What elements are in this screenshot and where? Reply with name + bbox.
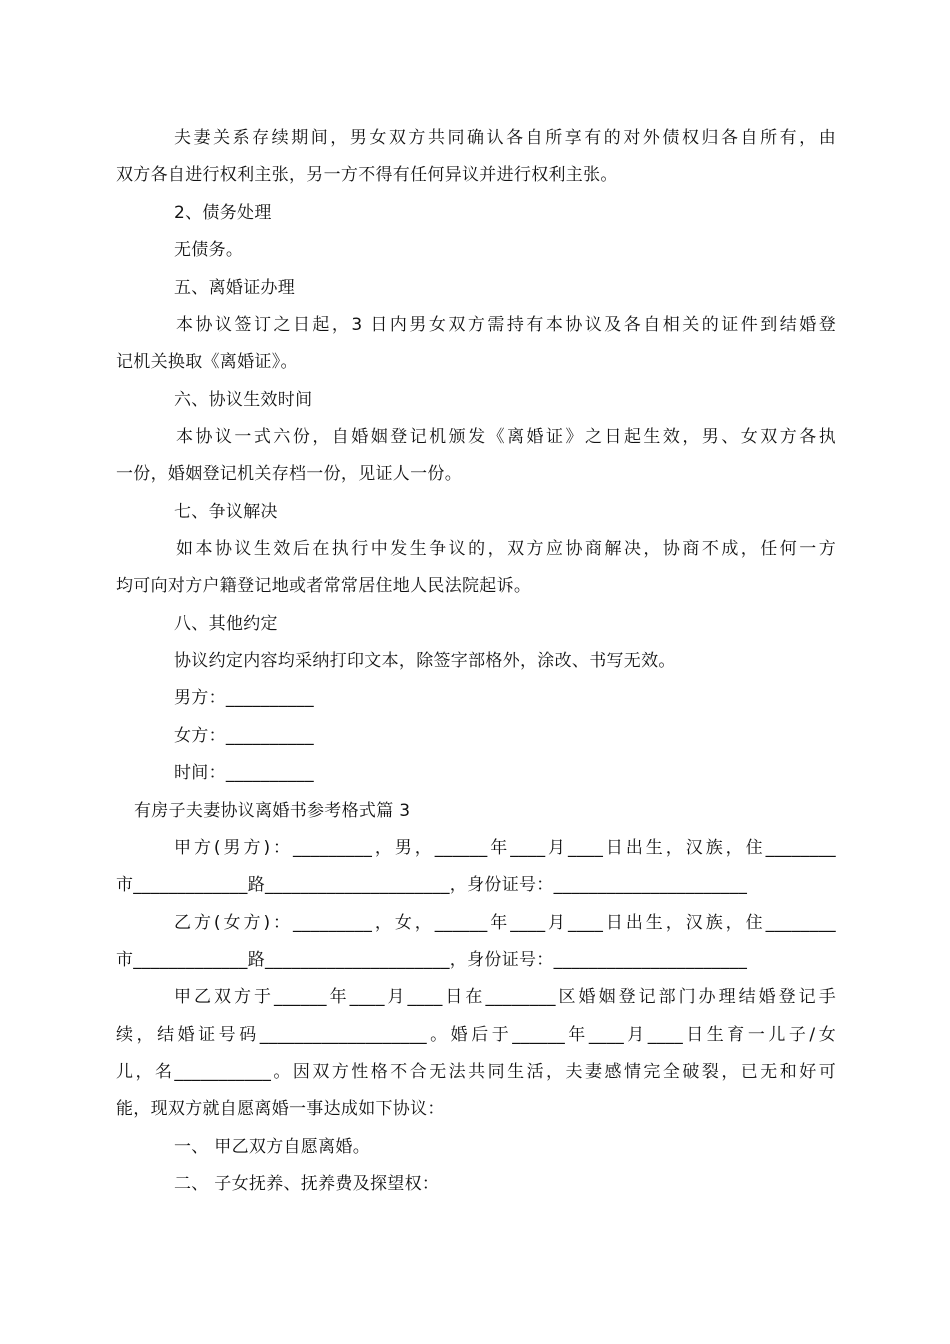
- section-heading: 五、离婚证办理: [174, 278, 296, 298]
- signature-line-date: 时间：__________: [174, 763, 314, 783]
- paragraph-line: 甲方(男方)：_________，男，______年____月____日出生，汉族，住________: [174, 838, 836, 858]
- signature-line-male: 男方：__________: [174, 688, 314, 708]
- paragraph-line: 本协议一式六份，自婚姻登记机颁发《离婚证》之日起生效，男、女双方各执: [176, 427, 836, 447]
- section-heading: 二、 子女抚养、抚养费及探望权：: [174, 1174, 440, 1194]
- paragraph-line: 能，现双方就自愿离婚一事达成如下协议：: [116, 1099, 445, 1119]
- paragraph-line: 无债务。: [174, 240, 244, 260]
- paragraph-line: 记机关换取《离婚证》。: [116, 352, 298, 372]
- section-heading: 2、债务处理: [174, 203, 272, 223]
- section-heading: 六、协议生效时间: [174, 390, 313, 410]
- paragraph-line: 协议约定内容均采纳打印文本，除签字部格外，涂改、书写无效。: [174, 651, 676, 671]
- paragraph-line: 双方各自进行权利主张，另一方不得有任何异议并进行权利主张。: [116, 165, 618, 185]
- paragraph-line: 均可向对方户籍登记地或者常常居住地人民法院起诉。: [116, 576, 532, 596]
- paragraph-line: 乙方(女方)：_________，女，______年____月____日出生，汉族，住________: [174, 913, 836, 933]
- paragraph-line: 甲乙双方于______年____月____日在________区婚姻登记部门办理结婚登记手: [174, 987, 836, 1007]
- paragraph-line: 如本协议生效后在执行中发生争议的，双方应协商解决，协商不成，任何一方: [176, 539, 836, 559]
- paragraph-line: 一份，婚姻登记机关存档一份，见证人一份。: [116, 464, 462, 484]
- paragraph-line: 夫妻关系存续期间，男女双方共同确认各自所享有的对外债权归各自所有，由: [174, 128, 836, 148]
- paragraph-line: 儿，名___________。因双方性格不合无法共同生活，夫妻感情完全破裂，已无和好可: [116, 1062, 836, 1082]
- section-heading: 一、 甲乙双方自愿离婚。: [174, 1137, 371, 1157]
- paragraph-line: 本协议签订之日起，3 日内男女双方需持有本协议及各自相关的证件到结婚登: [176, 315, 836, 335]
- signature-line-female: 女方：__________: [174, 726, 314, 746]
- section-heading: 七、争议解决: [174, 502, 278, 522]
- article-title: 有房子夫妻协议离婚书参考格式篇 3: [134, 801, 411, 821]
- paragraph-line: 市_____________路_____________________，身份证号：______________________: [116, 875, 748, 895]
- paragraph-line: 市_____________路_____________________，身份证号：______________________: [116, 950, 748, 970]
- paragraph-line: 续，结婚证号码___________________。婚后于______年____月____日生育一儿子/女: [116, 1025, 836, 1045]
- section-heading: 八、其他约定: [174, 614, 278, 634]
